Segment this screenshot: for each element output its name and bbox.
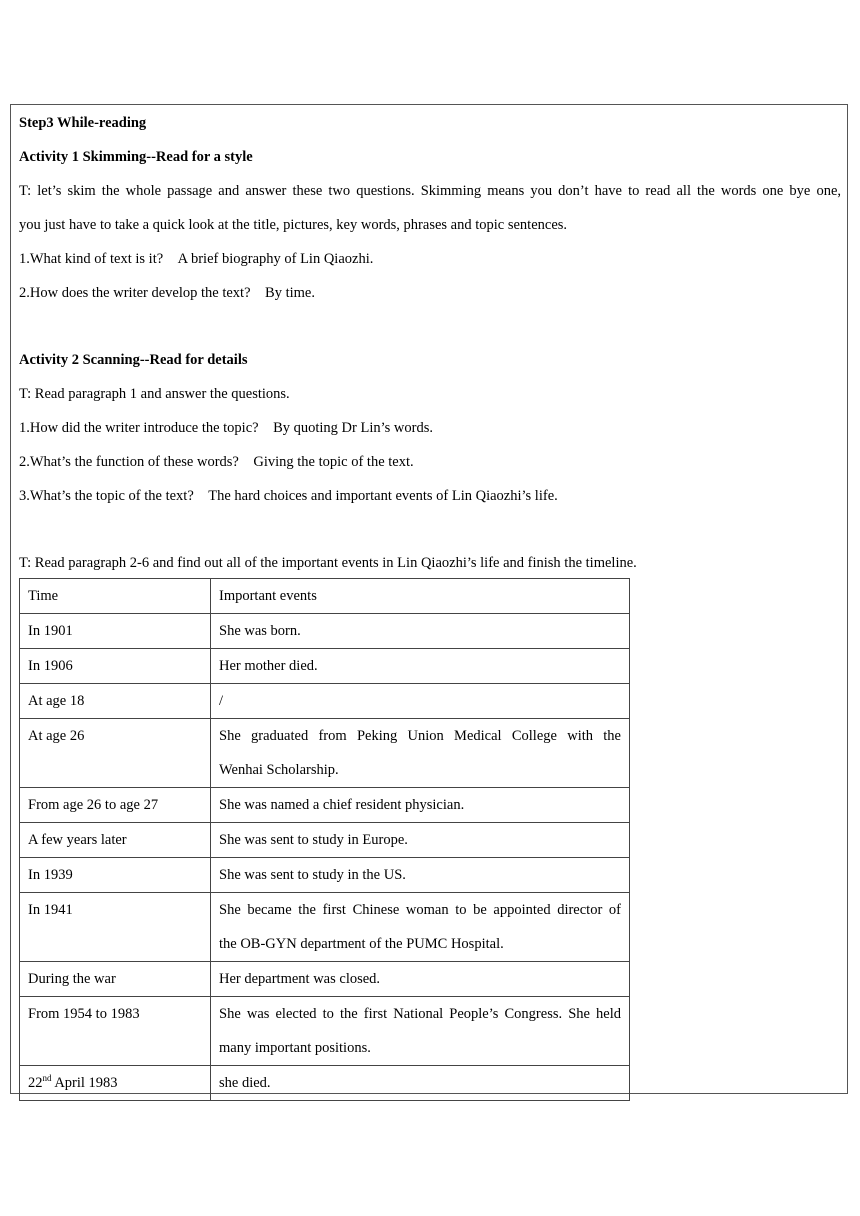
step-title: Step3 While-reading xyxy=(19,115,147,131)
activity1-instruction-line1: T: let’s skim the whole passage and answer these two questions. Skimming means you don’t have to read all the words one bye one, xyxy=(19,183,841,199)
row-event-line2: the OB-GYN department of the PUMC Hospital. xyxy=(219,936,504,952)
spacer xyxy=(19,310,841,343)
table-row xyxy=(20,893,630,962)
table-row xyxy=(20,719,630,788)
table-row xyxy=(20,684,630,719)
table-row xyxy=(20,823,630,858)
timeline-instruction: T: Read paragraph 2-6 and find out all of the important events in Lin Qiaozhi’s life and finish the timeline. xyxy=(19,555,637,571)
date-ordinal-suffix: nd xyxy=(42,1073,52,1084)
row-time: In 1939 xyxy=(20,858,211,893)
row-event: Her mother died. xyxy=(211,649,630,684)
row-event-line2: many important positions. xyxy=(219,1040,371,1056)
row-time: From 1954 to 1983 xyxy=(20,997,211,1066)
activity1-instruction-line2: you just have to take a quick look at the title, pictures, key words, phrases and topic sentences. xyxy=(19,217,568,233)
timeline-table xyxy=(19,578,630,1101)
table-row xyxy=(20,1066,630,1101)
row-event: She was sent to study in Europe. xyxy=(211,823,630,858)
row-event xyxy=(211,893,630,962)
table-row xyxy=(20,997,630,1066)
row-event xyxy=(211,997,630,1066)
lesson-content xyxy=(19,105,841,580)
row-time: A few years later xyxy=(20,823,211,858)
row-time: In 1906 xyxy=(20,649,211,684)
row-event: She was named a chief resident physician. xyxy=(211,788,630,823)
date-rest: April 1983 xyxy=(51,1075,118,1091)
row-event-line1: She was elected to the first National People’s Congress. She held xyxy=(219,1006,621,1022)
row-time xyxy=(20,1066,211,1101)
row-time: During the war xyxy=(20,962,211,997)
row-event: Her department was closed. xyxy=(211,962,630,997)
row-event: She was sent to study in the US. xyxy=(211,858,630,893)
row-time: In 1941 xyxy=(20,893,211,962)
row-time: From age 26 to age 27 xyxy=(20,788,211,823)
activity1-heading: Activity 1 Skimming--Read for a style xyxy=(19,149,253,165)
spacer xyxy=(19,513,841,546)
activity2-heading: Activity 2 Scanning--Read for details xyxy=(19,352,248,368)
activity1-question-2: 2.How does the writer develop the text? By time. xyxy=(19,285,315,301)
table-header-row xyxy=(20,579,630,614)
activity2-question-1: 1.How did the writer introduce the topic? By quoting Dr Lin’s words. xyxy=(19,420,433,436)
row-event-line2: Wenhai Scholarship. xyxy=(219,762,339,778)
activity2-question-2: 2.What’s the function of these words? Giving the topic of the text. xyxy=(19,454,414,470)
activity2-instruction: T: Read paragraph 1 and answer the questions. xyxy=(19,386,290,402)
row-time: At age 18 xyxy=(20,684,211,719)
lesson-frame xyxy=(10,104,848,1094)
date-day: 22 xyxy=(28,1075,43,1091)
row-event: she died. xyxy=(211,1066,630,1101)
table-row xyxy=(20,614,630,649)
table-row xyxy=(20,649,630,684)
table-row xyxy=(20,858,630,893)
row-event-line1: She graduated from Peking Union Medical College with the xyxy=(219,728,621,744)
header-event: Important events xyxy=(211,579,630,614)
row-time: At age 26 xyxy=(20,719,211,788)
activity2-question-3: 3.What’s the topic of the text? The hard choices and important events of Lin Qiaozhi’s life. xyxy=(19,488,558,504)
header-time: Time xyxy=(20,579,211,614)
table-row xyxy=(20,788,630,823)
table-row xyxy=(20,962,630,997)
row-event: / xyxy=(211,684,630,719)
row-event xyxy=(211,719,630,788)
activity1-question-1: 1.What kind of text is it? A brief biography of Lin Qiaozhi. xyxy=(19,251,374,267)
row-event-line1: She became the first Chinese woman to be appointed director of xyxy=(219,902,621,918)
row-event: She was born. xyxy=(211,614,630,649)
row-time: In 1901 xyxy=(20,614,211,649)
